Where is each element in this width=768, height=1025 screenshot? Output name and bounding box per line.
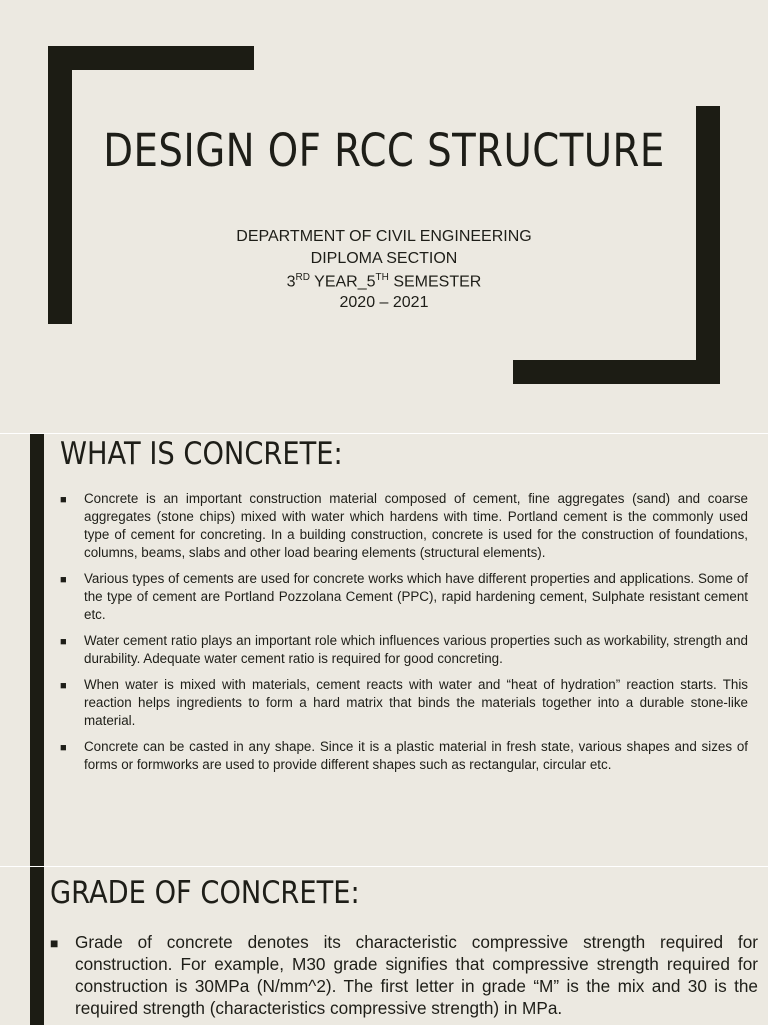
bullet-list: [48, 931, 758, 1019]
square-bullet-icon: ■: [60, 494, 67, 506]
square-bullet-icon: ■: [50, 935, 59, 951]
bullet-list: [58, 490, 748, 782]
list-item: ■ When water is mixed with materials, cement reacts with water and “heat of hydration” reaction starts. This reaction helps ingredients to form a hard matrix that binds the materials together into a durable stone-like material.: [60, 677, 748, 728]
slide-heading: GRADE OF CONCRETE:: [50, 875, 360, 911]
list-item: ■ Various types of cements are used for concrete works which have different properties and applications. Some of the type of cement are Portland Pozzolana Cement (PPC), rapid hardening cement, Sulphate resistant cement etc.: [60, 571, 748, 622]
accent-bar: [30, 434, 44, 866]
slide-heading: WHAT IS CONCRETE:: [60, 436, 343, 472]
list-item: ■ Concrete is an important construction material composed of cement, fine aggregates (sand) and coarse aggregates (stone chips) mixed with water which hardens with time. Portland cement is the commonly used type of cement for concreting. In a building construction, concrete is used for the construction of foundations, columns, beams, slabs and other load bearing elements (structural elements).: [60, 491, 748, 560]
list-item: ■ Grade of concrete denotes its characteristic compressive strength required for construction. For example, M30 grade signifies that compressive strength required for construction is 30MPa (N/mm^2). The first letter in grade “M” is the mix and 30 is the required strength (characteristics compressive strength) in MPa.: [50, 932, 758, 1018]
concrete-slide: [0, 433, 768, 866]
frame-bottom-right-horizontal: [513, 360, 720, 384]
list-item: ■ Water cement ratio plays an important role which influences various properties such as workability, strength and durability. Adequate water cement ratio is required for good concreting.: [60, 633, 748, 666]
square-bullet-icon: ■: [60, 636, 67, 648]
title-slide: [0, 0, 768, 432]
square-bullet-icon: ■: [60, 680, 67, 692]
department-line: DEPARTMENT OF CIVIL ENGINEERING: [236, 228, 532, 245]
grade-slide: [0, 866, 768, 1025]
section-line: DIPLOMA SECTION: [310, 250, 458, 267]
session-line: 2020 – 2021: [339, 294, 429, 311]
frame-top-left-horizontal: [48, 46, 254, 70]
square-bullet-icon: ■: [60, 742, 67, 754]
accent-bar: [30, 867, 44, 1025]
list-item: ■ Concrete can be casted in any shape. Since it is a plastic material in fresh state, various shapes and sizes of forms or formworks are used to provide different shapes such as rectangular, circular etc.: [60, 739, 748, 772]
square-bullet-icon: ■: [60, 574, 67, 586]
presentation-title: DESIGN OF RCC STRUCTURE: [103, 124, 665, 177]
year-semester-line: 3RD YEAR_5TH SEMESTER: [286, 272, 482, 291]
